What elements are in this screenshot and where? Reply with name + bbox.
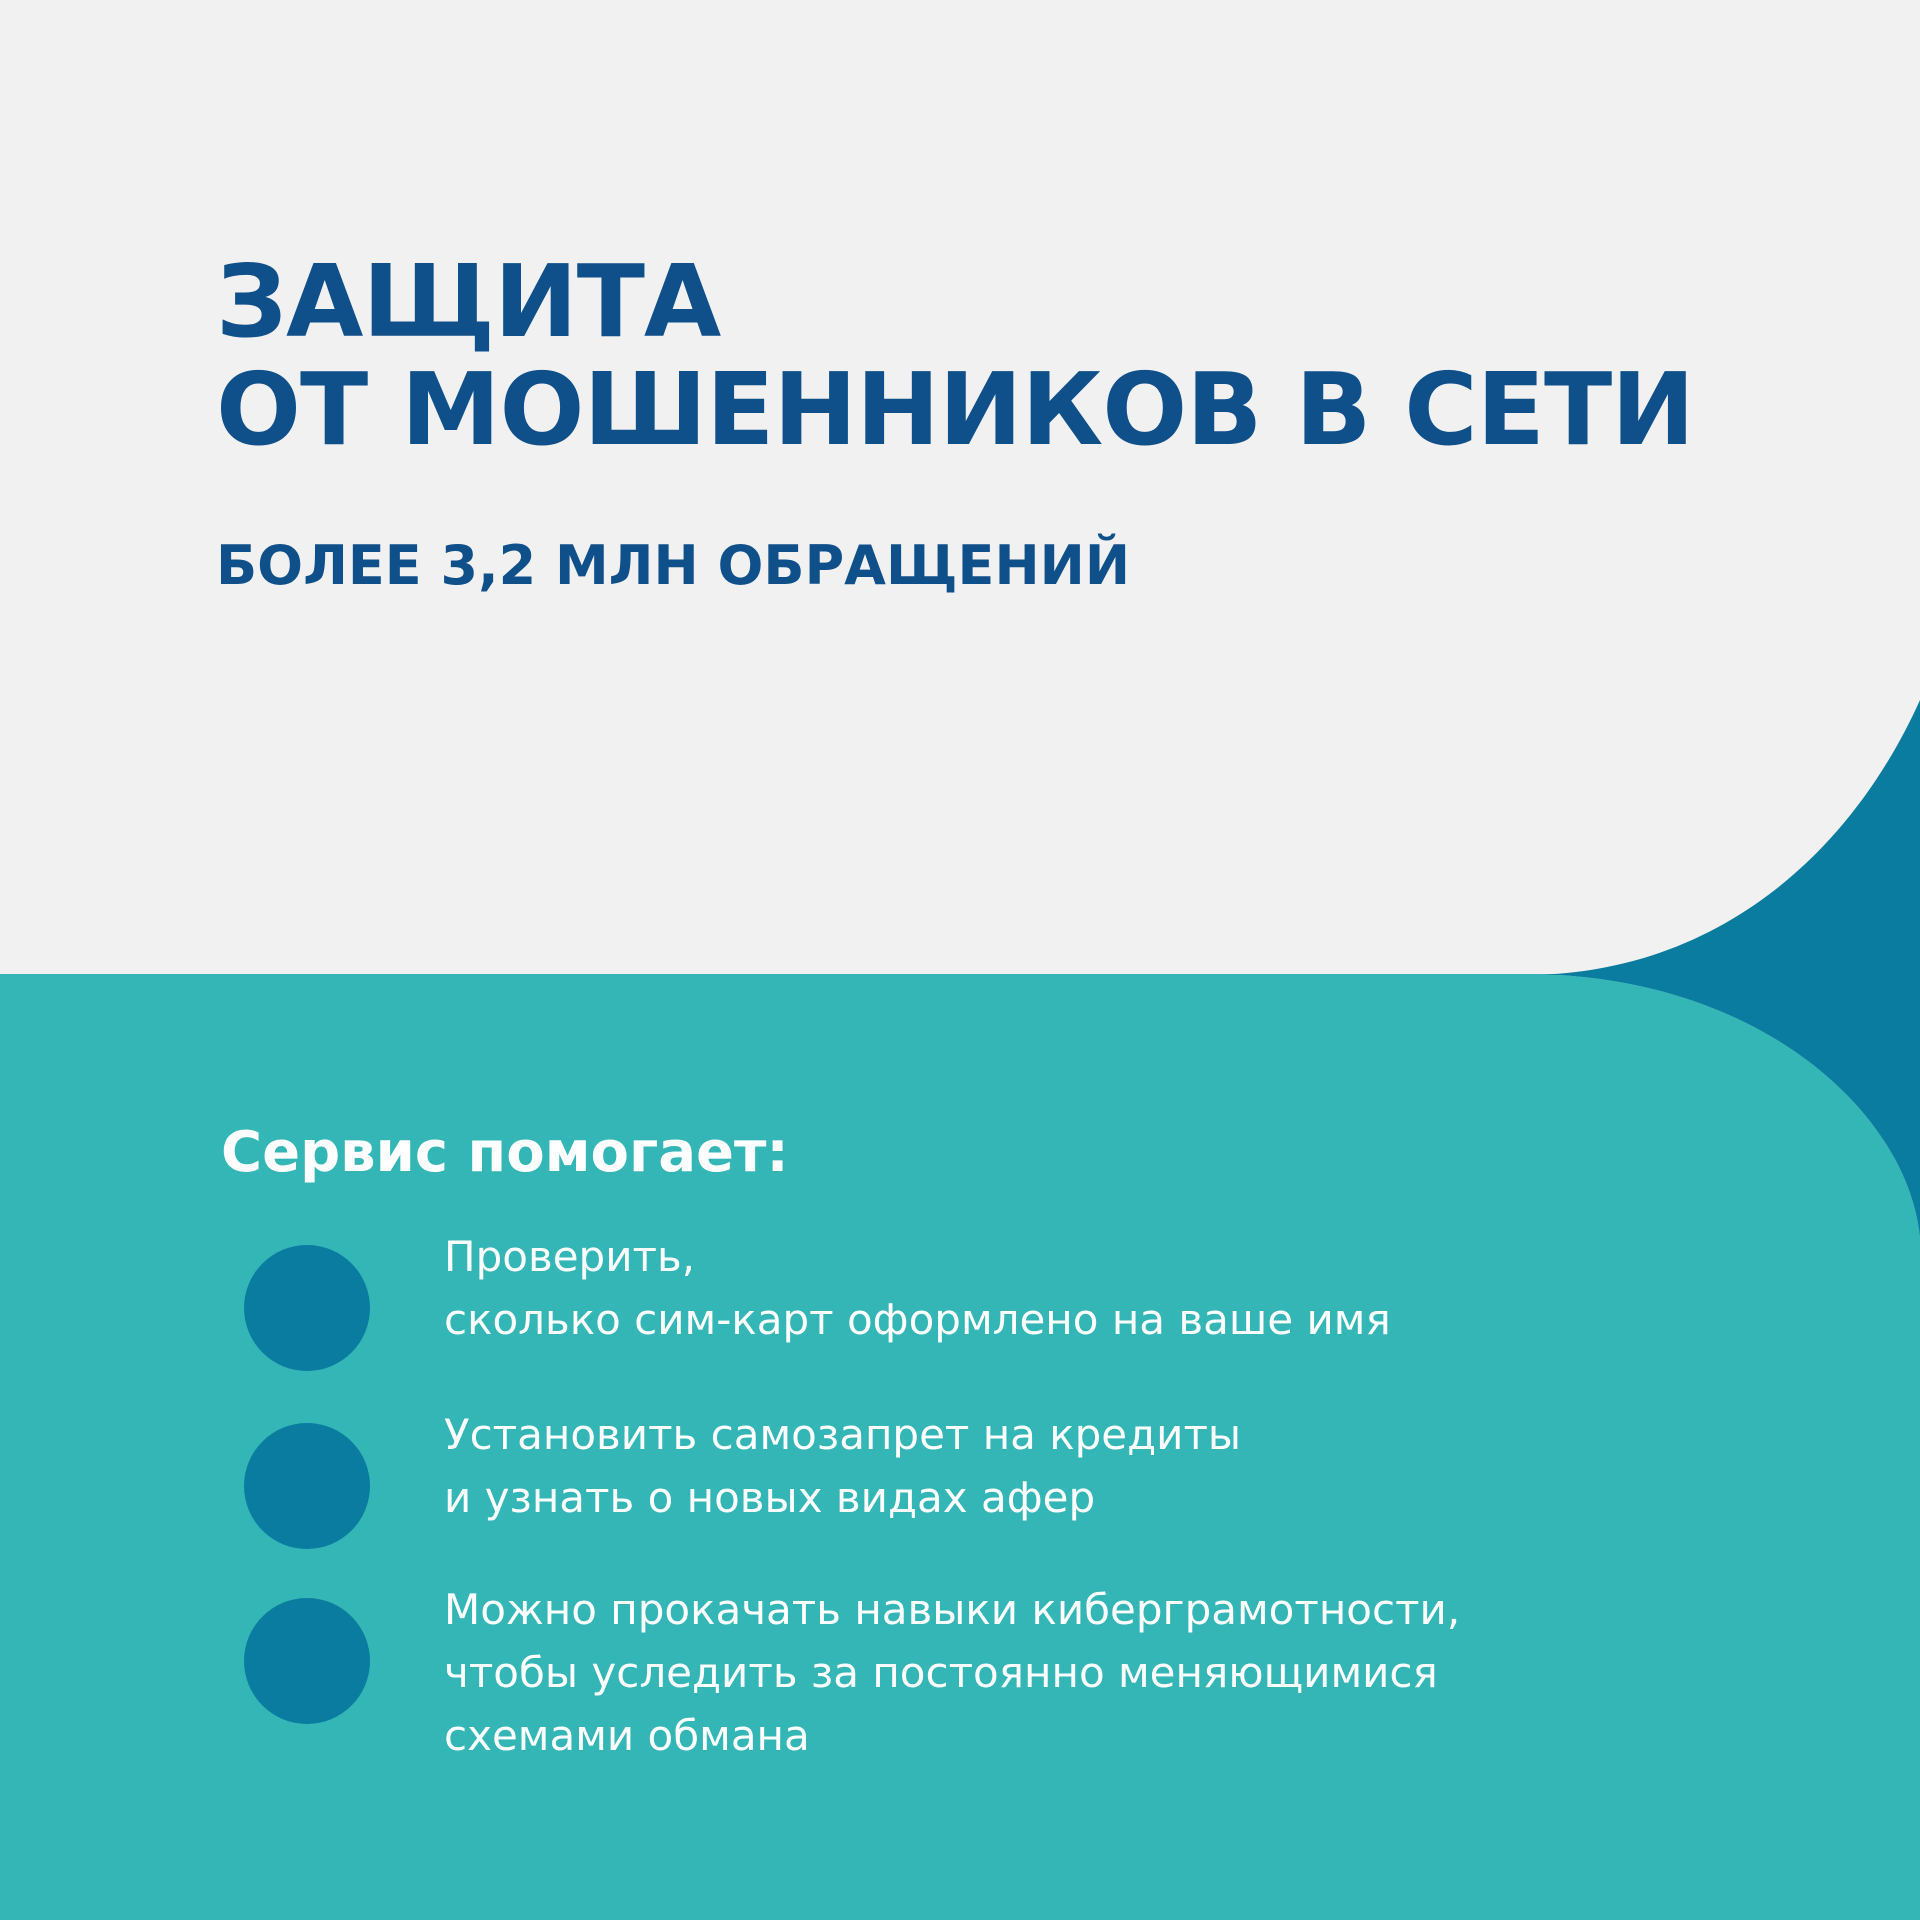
feature-2-line-1: Установить самозапрет на кредиты (444, 1410, 1242, 1459)
feature-text-3 (444, 1578, 1460, 1767)
title-line-2: ОТ МОШЕННИКОВ В СЕТИ (216, 351, 1694, 468)
feature-1-line-1: Проверить, (444, 1232, 696, 1281)
services-heading: Сервис помогает: (221, 1120, 789, 1185)
subtitle-stat: БОЛЕЕ 3,2 МЛН ОБРАЩЕНИЙ (216, 534, 1131, 597)
feature-bullet-circle (244, 1245, 370, 1371)
feature-2-line-2: и узнать о новых видах афер (444, 1473, 1096, 1522)
feature-text-2 (444, 1403, 1241, 1529)
feature-bullet-circle (244, 1423, 370, 1549)
feature-3-line-1: Можно прокачать навыки киберграмотности, (444, 1585, 1461, 1634)
page-title (216, 243, 1694, 468)
feature-1-line-2: сколько сим-карт оформлено на ваше имя (444, 1295, 1391, 1344)
feature-bullet-circle (244, 1598, 370, 1724)
feature-3-line-3: схемами обмана (444, 1711, 810, 1760)
title-line-1: ЗАЩИТА (216, 243, 721, 360)
feature-3-line-2: чтобы уследить за постоянно меняющимися (444, 1648, 1438, 1697)
feature-text-1 (444, 1225, 1391, 1351)
